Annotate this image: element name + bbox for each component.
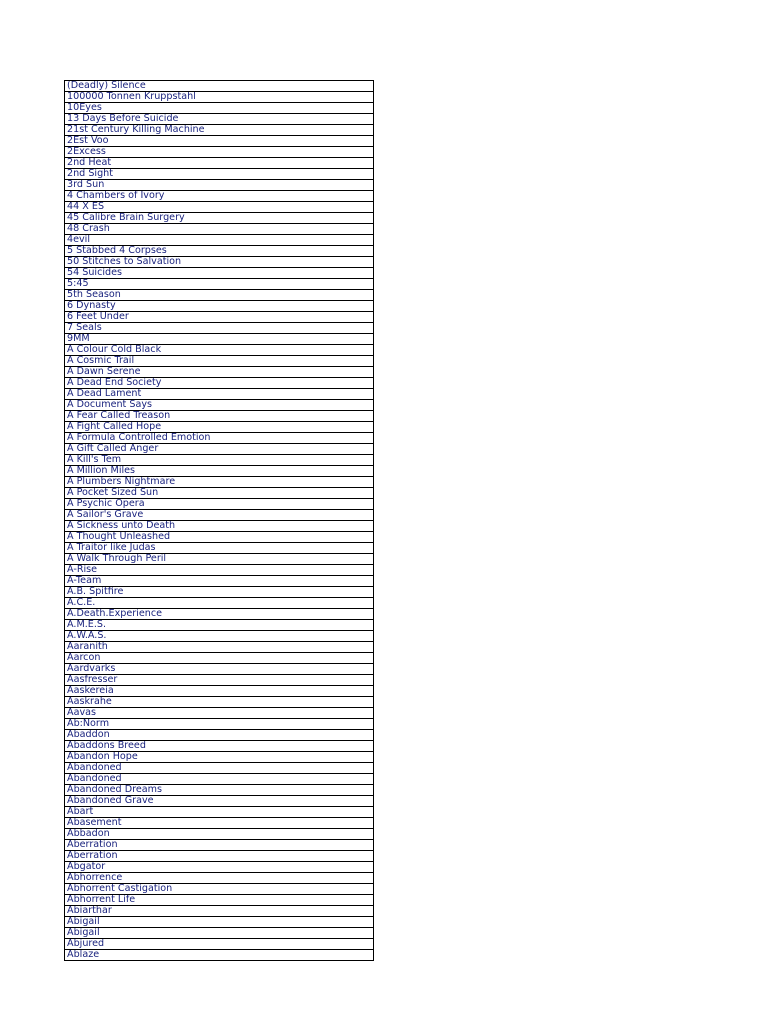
table-row: Abigail [65,928,373,939]
table-row: A Pocket Sized Sun [65,488,373,499]
table-row: 54 Suicides [65,268,373,279]
table-row: A Psychic Opera [65,499,373,510]
table-row: Abart [65,807,373,818]
table-row: Abaddon [65,730,373,741]
table-row: Abiarthar [65,906,373,917]
table-row: Abandoned Dreams [65,785,373,796]
table-row: Abaddons Breed [65,741,373,752]
table-row: Abjured [65,939,373,950]
table-row: Abandoned [65,763,373,774]
table-row: A-Team [65,576,373,587]
table-row: 7 Seals [65,323,373,334]
table-row: A Dawn Serene [65,367,373,378]
table-row: 5:45 [65,279,373,290]
table-row: A.Death.Experience [65,609,373,620]
table-row: A Document Says [65,400,373,411]
table-row: Aaskrahe [65,697,373,708]
table-row: 48 Crash [65,224,373,235]
table-row: A Cosmic Trail [65,356,373,367]
table-row: A Million Miles [65,466,373,477]
table-row: Aberration [65,851,373,862]
table-row: Aasfresser [65,675,373,686]
table-row: A.W.A.S. [65,631,373,642]
table-row: A Fear Called Treason [65,411,373,422]
table-row: A Sickness unto Death [65,521,373,532]
table-row: A.C.E. [65,598,373,609]
table-row: 6 Feet Under [65,312,373,323]
table-row: Abhorrent Castigation [65,884,373,895]
table-row: 100000 Tonnen Kruppstahl [65,92,373,103]
table-row: Abandon Hope [65,752,373,763]
table-row: 21st Century Killing Machine [65,125,373,136]
table-row: 9MM [65,334,373,345]
table-row: Aardvarks [65,664,373,675]
table-row: Aberration [65,840,373,851]
table-row: A Sailor's Grave [65,510,373,521]
table-row: Aarcon [65,653,373,664]
table-row: 50 Stitches to Salvation [65,257,373,268]
table-row: Ab:Norm [65,719,373,730]
table-row: A Fight Called Hope [65,422,373,433]
table-row: Ablaze [65,950,373,961]
table-row: 4evil [65,235,373,246]
table-row: Abhorrent Life [65,895,373,906]
table-row: 5th Season [65,290,373,301]
table-row: A Colour Cold Black [65,345,373,356]
table-row: 3rd Sun [65,180,373,191]
table-row: Abbadon [65,829,373,840]
table-row: 13 Days Before Suicide [65,114,373,125]
table-row: 4 Chambers of Ivory [65,191,373,202]
table-row: A Kill's Tem [65,455,373,466]
table-row: Aavas [65,708,373,719]
table-row: Aaskereia [65,686,373,697]
table-row: Abandoned [65,774,373,785]
table-row: Abhorrence [65,873,373,884]
table-row: 2Est Voo [65,136,373,147]
table-row: A Thought Unleashed [65,532,373,543]
table-row: A.B. Spitfire [65,587,373,598]
table-row: A Traitor like Judas [65,543,373,554]
table-row: 2nd Heat [65,158,373,169]
table-row: A Formula Controlled Emotion [65,433,373,444]
table-row: Abasement [65,818,373,829]
table-row: 10Eyes [65,103,373,114]
table-row: A Plumbers Nightmare [65,477,373,488]
band-name-table [64,80,374,961]
table-row: 45 Calibre Brain Surgery [65,213,373,224]
table-row: Abigail [65,917,373,928]
table-row: A.M.E.S. [65,620,373,631]
table-row: 2Excess [65,147,373,158]
table-row: A Walk Through Peril [65,554,373,565]
table-row: A-Rise [65,565,373,576]
table-row: 2nd Sight [65,169,373,180]
table-row: (Deadly) Silence [65,81,373,92]
table-row: Aaranith [65,642,373,653]
table-row: 44 X ES [65,202,373,213]
table-row: 5 Stabbed 4 Corpses [65,246,373,257]
table-row: A Dead Lament [65,389,373,400]
table-row: A Gift Called Anger [65,444,373,455]
table-row: Abandoned Grave [65,796,373,807]
table-row: 6 Dynasty [65,301,373,312]
table-row: Abgator [65,862,373,873]
table-row: A Dead End Society [65,378,373,389]
